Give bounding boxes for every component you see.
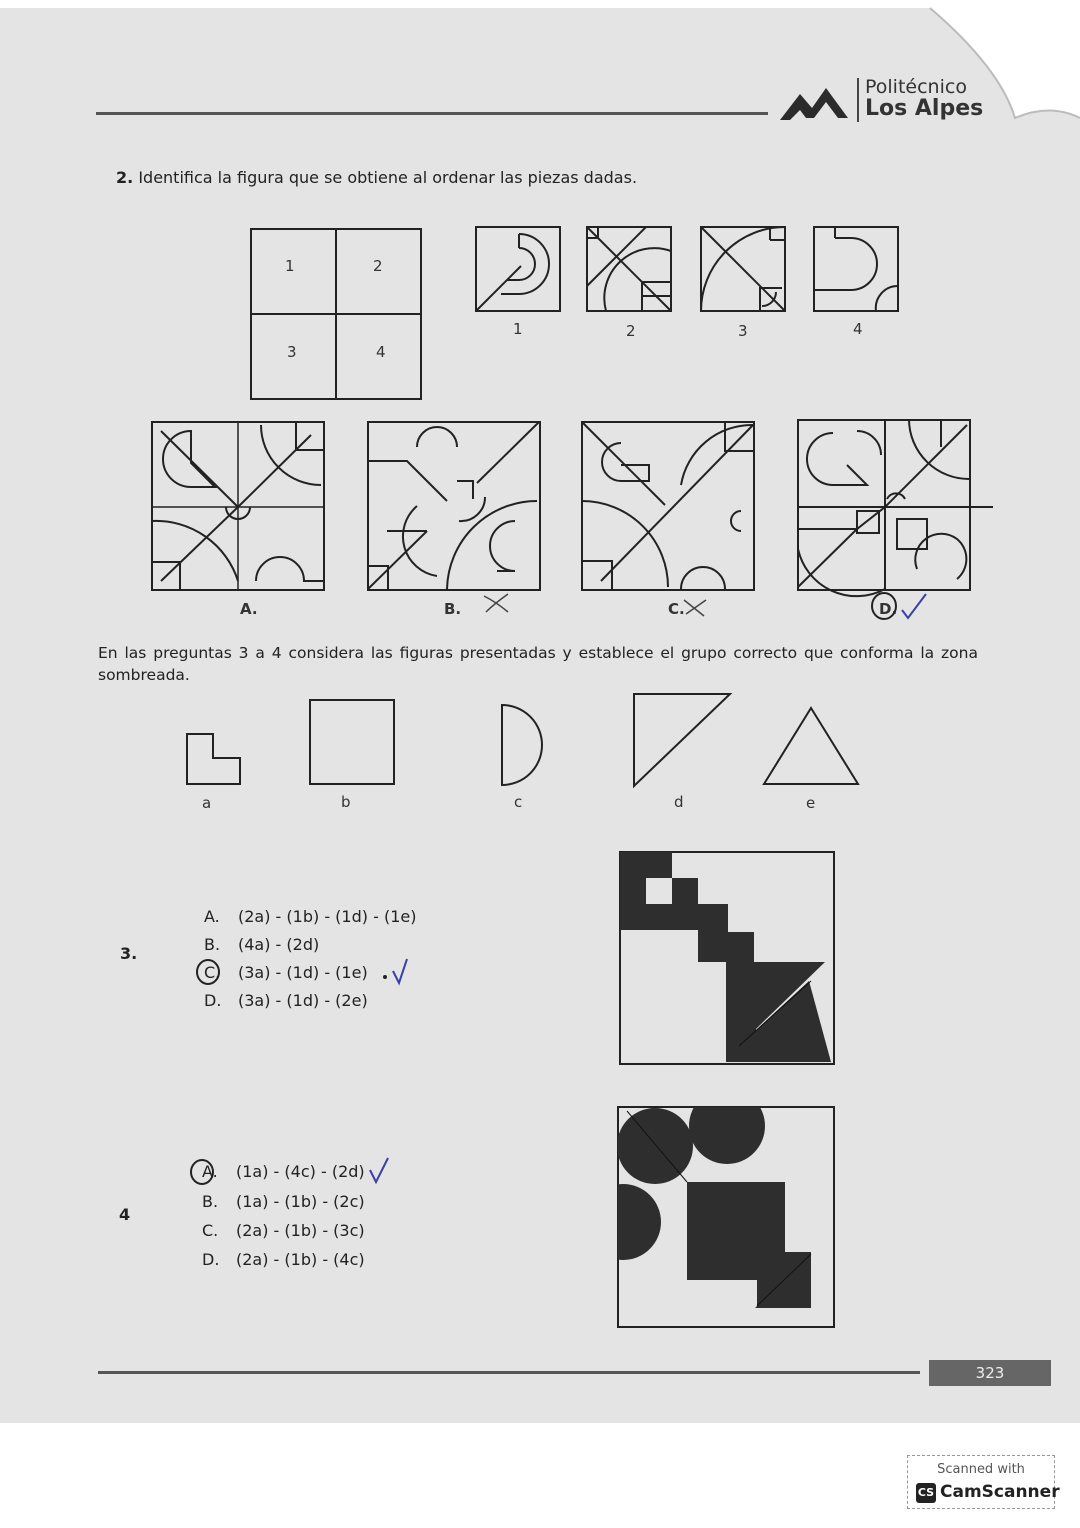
q3-option-b-letter: B.: [204, 935, 221, 954]
q3-shaded-figure: [619, 851, 837, 1067]
q3-option-b-text: (4a) - (2d): [238, 935, 320, 954]
q3-answer-marks: [195, 955, 415, 991]
scanner-line1: Scanned with: [937, 1462, 1025, 1477]
shape-label-a: a: [202, 794, 212, 812]
piece-2: [586, 226, 672, 312]
intro-text: En las preguntas 3 a 4 considera las figuras presentadas y establece el grupo correcto que conforma la zona sombreada.: [98, 644, 978, 684]
q3-option-a-letter: A.: [204, 907, 220, 926]
q4-option-d-letter: D.: [202, 1250, 220, 1269]
logo-line2: Los Alpes: [865, 96, 984, 121]
q4-option-a-text: (1a) - (4c) - (2d): [236, 1162, 365, 1181]
shape-b-square: [309, 699, 397, 787]
piece-label-2: 2: [626, 322, 636, 340]
piece-label-1: 1: [513, 320, 523, 338]
question-3-number: 3.: [120, 944, 138, 963]
piece-label-4: 4: [853, 320, 863, 338]
q3-option-a[interactable]: [204, 907, 416, 926]
shape-c-half-circle: [500, 703, 546, 787]
piece-3: [700, 226, 786, 312]
cross-mark-b: [482, 592, 512, 614]
q4-answer-marks: [188, 1152, 398, 1188]
q3-option-d-text: (3a) - (1d) - (2e): [238, 991, 368, 1010]
footer-rule: [98, 1371, 920, 1374]
option-figure-a: [151, 421, 327, 593]
shape-label-e: e: [806, 794, 816, 812]
q3-option-d-letter: D.: [204, 991, 222, 1010]
reference-grid: [250, 228, 424, 402]
option-label-a: A.: [240, 600, 258, 618]
logo-mountains-icon: [778, 80, 850, 124]
question-4-number: 4: [119, 1205, 131, 1224]
option-figure-c: [581, 421, 757, 593]
q4-shaded-figure: [617, 1106, 837, 1330]
piece-4: [813, 226, 899, 312]
q4-option-b-letter: B.: [202, 1192, 219, 1211]
shape-e-triangle: [762, 706, 860, 786]
shape-label-c: c: [514, 793, 523, 811]
option-label-b: B.: [444, 600, 462, 618]
q4-option-c[interactable]: [202, 1221, 365, 1240]
shape-d-right-triangle: [632, 692, 732, 788]
page-number: 323: [929, 1360, 1051, 1386]
q4-option-c-letter: C.: [202, 1221, 219, 1240]
option-label-c: C.: [668, 600, 685, 618]
question-2-prompt: [116, 168, 637, 187]
logo-divider: [857, 78, 859, 122]
logo-line1: Politécnico: [865, 76, 967, 98]
grid-label-2: 2: [373, 257, 383, 275]
q3-option-a-text: (2a) - (1b) - (1d) - (1e): [238, 907, 417, 926]
grid-label-3: 3: [287, 343, 297, 361]
shape-label-b: b: [341, 793, 351, 811]
circle-mark-d: [868, 590, 930, 624]
q4-option-b[interactable]: [202, 1192, 365, 1211]
cross-mark-c: [680, 596, 710, 618]
scanner-line2: CamScanner: [940, 1482, 1060, 1502]
option-label-d: D.: [879, 600, 898, 618]
header-rule: [96, 112, 768, 115]
q3-option-c-letter: C.: [204, 963, 221, 982]
piece-label-3: 3: [738, 322, 748, 340]
grid-label-1: 1: [285, 257, 295, 275]
q4-option-b-text: (1a) - (1b) - (2c): [236, 1192, 365, 1211]
shape-label-d: d: [674, 793, 684, 811]
grid-label-4: 4: [376, 343, 386, 361]
scanner-brand: [916, 1482, 1060, 1503]
scanner-watermark: [907, 1455, 1060, 1509]
question-2-number: 2.: [116, 168, 134, 187]
shape-a-l-shape: [186, 733, 242, 785]
q3-option-c-text: (3a) - (1d) - (1e): [238, 963, 368, 982]
q4-option-d[interactable]: [202, 1250, 365, 1269]
q4-option-a-letter: A.: [202, 1162, 218, 1181]
q3-option-d[interactable]: [204, 991, 368, 1010]
piece-1: [475, 226, 561, 312]
option-figure-b: [367, 421, 543, 593]
q4-option-c-text: (2a) - (1b) - (3c): [236, 1221, 365, 1240]
option-figure-d: [797, 419, 997, 595]
q4-option-d-text: (2a) - (1b) - (4c): [236, 1250, 365, 1269]
question-2-text: Identifica la figura que se obtiene al ordenar las piezas dadas.: [138, 168, 638, 187]
camscanner-icon: CS: [916, 1483, 936, 1503]
q3-option-b[interactable]: [204, 935, 319, 954]
page-curl: [930, 8, 1080, 128]
